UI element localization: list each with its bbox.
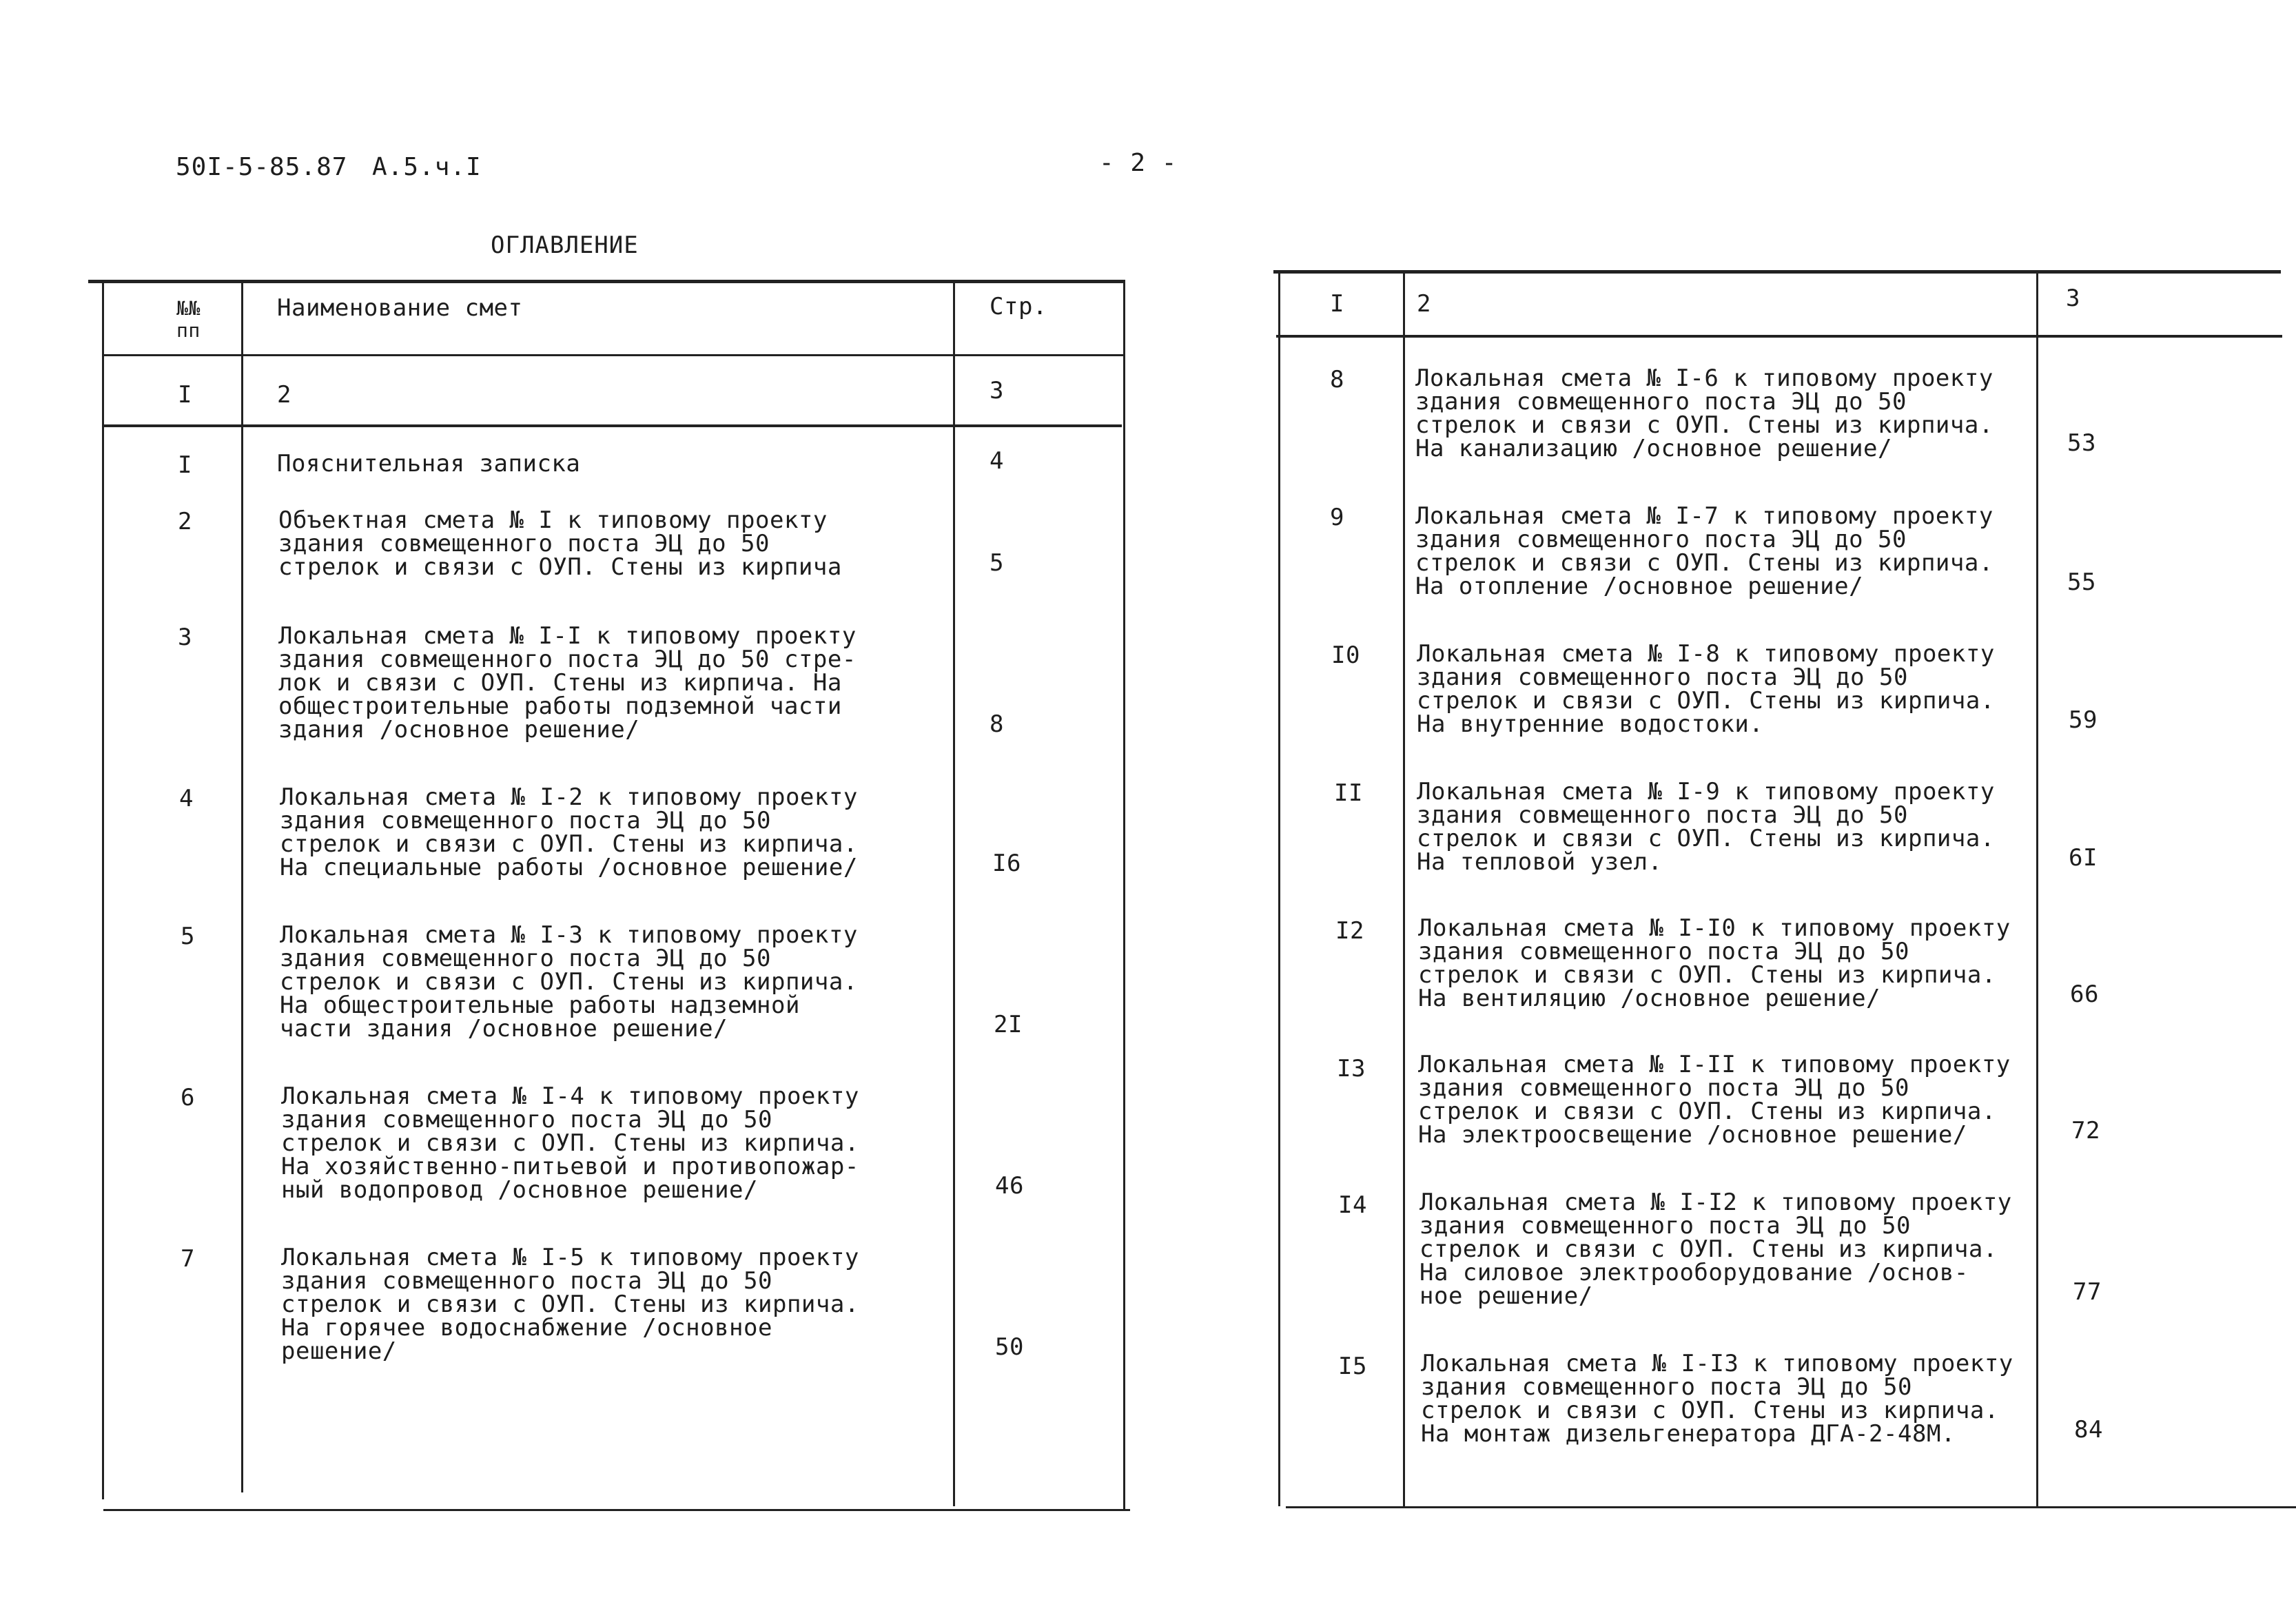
- left-row-1-page: 4: [990, 447, 1004, 475]
- right-row-6-name: Локальная смета № I-II к типовому проекту здания совмещенного поста ЭЦ до 50 стрелок и связи с ОУП. Стены из кирпича. На электроосвещение /основное решение/: [1418, 1051, 2011, 1149]
- page-number: - 2 -: [1099, 149, 1178, 177]
- left-colnum-1: I: [178, 381, 192, 409]
- left-row-7-page: 50: [995, 1333, 1024, 1361]
- left-table-bottom-rule: [103, 1509, 1130, 1511]
- left-row-5-page: 2I: [994, 1011, 1023, 1038]
- right-table-left-border: [1278, 270, 1280, 1506]
- right-row-1-num: 8: [1330, 366, 1344, 393]
- left-colnum-3: 3: [990, 377, 1004, 404]
- left-header-num: №№ пп: [176, 297, 201, 342]
- right-row-5-num: I2: [1335, 917, 1364, 945]
- document-section: А.5.ч.I: [372, 153, 482, 181]
- right-row-1-name: Локальная смета № I-6 к типовому проекту здания совмещенного поста ЭЦ до 50 стрелок и связи с ОУП. Стены из кирпича. На канализацию /основное решение/: [1415, 365, 1993, 462]
- right-row-2-page: 55: [2067, 568, 2096, 596]
- left-row-6-num: 6: [181, 1084, 195, 1111]
- left-table-top-rule: [88, 280, 1123, 283]
- left-row-4-num: 4: [179, 785, 194, 812]
- right-row-8-name: Локальная смета № I-I3 к типовому проекту здания совмещенного поста ЭЦ до 50 стрелок и связи с ОУП. Стены из кирпича. На монтаж дизельгенератора ДГА-2-48М.: [1421, 1350, 2013, 1448]
- left-row-2-name: Объектная смета № I к типовому проекту здания совмещенного поста ЭЦ до 50 стрелок и связи с ОУП. Стены из кирпича: [278, 506, 842, 581]
- right-table-colnum-rule: [1276, 335, 2282, 338]
- right-table-top-rule: [1273, 270, 2281, 274]
- toc-title: ОГЛАВЛЕНИЕ: [491, 232, 639, 259]
- left-row-3-page: 8: [990, 710, 1004, 738]
- left-row-6-page: 46: [995, 1172, 1024, 1200]
- right-row-6-page: 72: [2071, 1117, 2100, 1144]
- left-row-4-name: Локальная смета № I-2 к типовому проекту здания совмещенного поста ЭЦ до 50 стрелок и связи с ОУП. Стены из кирпича. На специальные работы /основное решение/: [280, 783, 858, 881]
- right-row-7-num: I4: [1338, 1191, 1367, 1219]
- left-row-6-name: Локальная смета № I-4 к типовому проекту здания совмещенного поста ЭЦ до 50 стрелок и связи с ОУП. Стены из кирпича. На хозяйственно-питьевой и противопожар- ный водопровод /основное решение/: [281, 1082, 859, 1204]
- left-table-left-border: [102, 280, 104, 1499]
- right-colnum-2: 2: [1417, 290, 1431, 318]
- left-colnum-2: 2: [277, 381, 291, 409]
- left-row-5-name: Локальная смета № I-3 к типовому проекту здания совмещенного поста ЭЦ до 50 стрелок и связи с ОУП. Стены из кирпича. На общестроительные работы надземной части здания /основное решение/: [280, 921, 858, 1043]
- left-table-col1-divider: [241, 280, 243, 1492]
- right-row-2-num: 9: [1330, 504, 1344, 531]
- right-row-5-name: Локальная смета № I-I0 к типовому проекту здания совмещенного поста ЭЦ до 50 стрелок и связи с ОУП. Стены из кирпича. На вентиляцию /основное решение/: [1418, 914, 2011, 1012]
- left-header-name: Наименование смет: [277, 294, 523, 322]
- left-row-4-page: I6: [992, 850, 1021, 877]
- right-table-col2-divider: [2036, 270, 2038, 1506]
- right-row-8-num: I5: [1338, 1353, 1367, 1380]
- left-row-7-num: 7: [181, 1245, 195, 1273]
- right-row-4-name: Локальная смета № I-9 к типовому проекту здания совмещенного поста ЭЦ до 50 стрелок и связи с ОУП. Стены из кирпича. На тепловой узел.: [1417, 778, 1995, 876]
- left-table-colnum-rule: [102, 424, 1122, 427]
- left-row-2-page: 5: [990, 549, 1004, 577]
- left-row-1-num: I: [178, 451, 192, 479]
- right-row-2-name: Локальная смета № I-7 к типовому проекту здания совмещенного поста ЭЦ до 50 стрелок и связи с ОУП. Стены из кирпича. На отопление /основное решение/: [1415, 502, 1993, 600]
- right-row-8-page: 84: [2074, 1416, 2103, 1444]
- right-row-6-num: I3: [1337, 1055, 1366, 1082]
- right-row-3-num: I0: [1331, 641, 1360, 669]
- left-row-3-num: 3: [178, 624, 192, 651]
- right-row-3-page: 59: [2069, 706, 2098, 734]
- right-colnum-1: I: [1330, 290, 1344, 318]
- right-row-1-page: 53: [2067, 429, 2096, 457]
- right-row-4-num: II: [1334, 779, 1363, 807]
- right-row-5-page: 66: [2070, 981, 2099, 1008]
- left-row-3-name: Локальная смета № I-I к типовому проекту здания совмещенного поста ЭЦ до 50 стре- лок и связи с ОУП. Стены из кирпича. На общестроительные работы подземной части здания /основное решение/: [278, 622, 857, 743]
- left-row-7-name: Локальная смета № I-5 к типовому проекту здания совмещенного поста ЭЦ до 50 стрелок и связи с ОУП. Стены из кирпича. На горячее водоснабжение /основное решение/: [281, 1244, 859, 1365]
- right-row-7-page: 77: [2073, 1278, 2102, 1306]
- right-row-7-name: Локальная смета № I-I2 к типовому проекту здания совмещенного поста ЭЦ до 50 стрелок и связи с ОУП. Стены из кирпича. На силовое электрооборудование /основ- ное решение/: [1419, 1189, 2012, 1310]
- right-colnum-3: 3: [2066, 285, 2080, 312]
- left-header-page: Стр.: [990, 293, 1047, 320]
- right-table-bottom-rule: [1286, 1506, 2296, 1508]
- left-table-col2-divider: [953, 280, 955, 1506]
- right-row-3-name: Локальная смета № I-8 к типовому проекту здания совмещенного поста ЭЦ до 50 стрелок и связи с ОУП. Стены из кирпича. На внутренние водостоки.: [1417, 640, 1995, 738]
- left-row-1-name: Пояснительная записка: [277, 450, 581, 478]
- document-code: 50I-5-85.87: [176, 153, 348, 181]
- left-row-5-num: 5: [181, 923, 195, 950]
- right-table-col1-divider: [1403, 270, 1405, 1506]
- right-row-4-page: 6I: [2069, 844, 2098, 872]
- left-table-header-rule: [103, 354, 1123, 356]
- left-row-2-num: 2: [178, 508, 192, 535]
- left-table-right-border: [1123, 280, 1125, 1509]
